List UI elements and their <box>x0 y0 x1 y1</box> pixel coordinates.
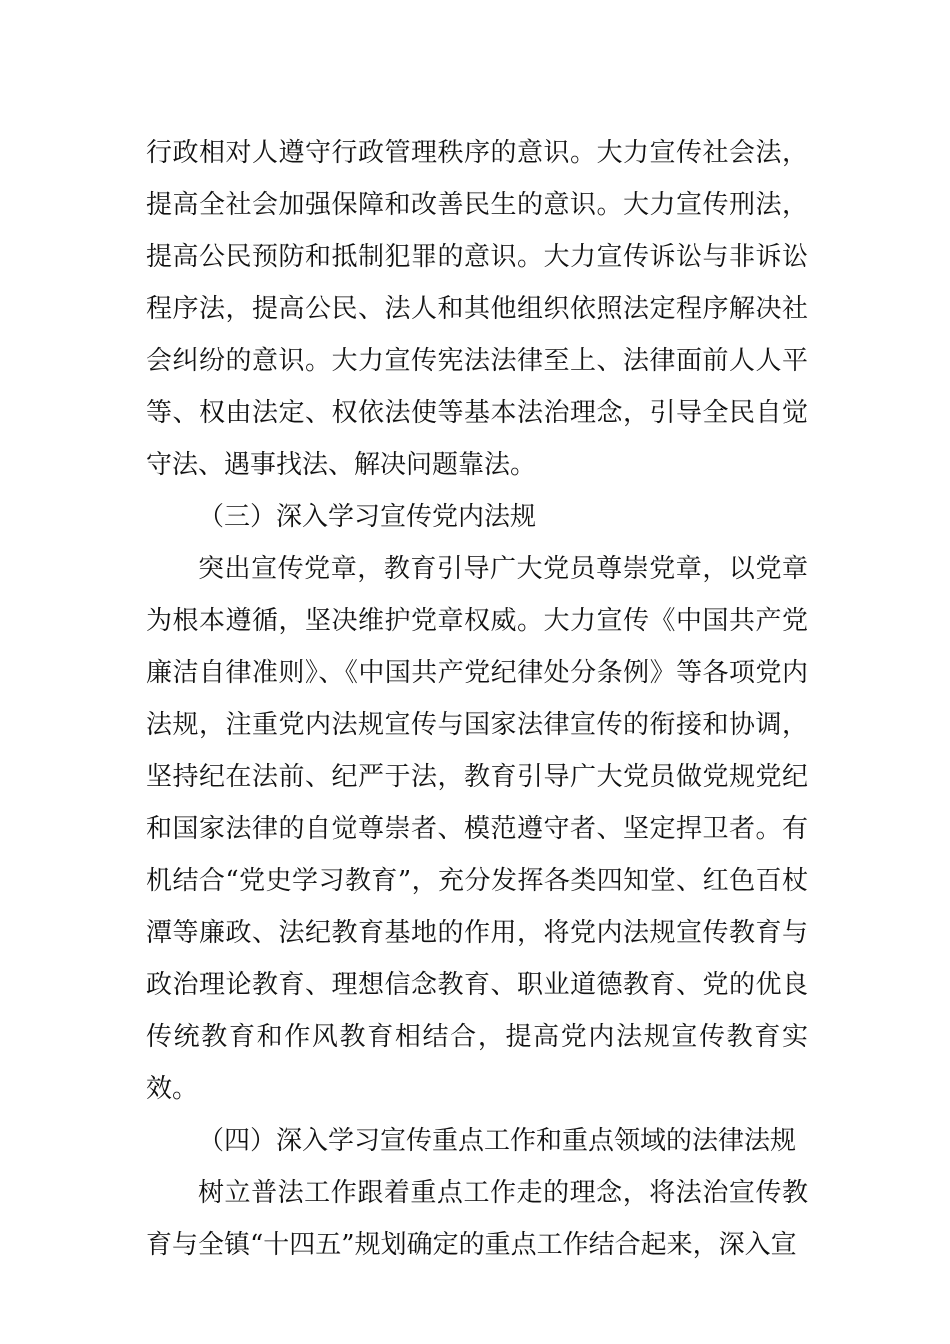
section-heading-3: （三）深入学习宣传党内法规 <box>198 502 537 532</box>
document-body <box>146 127 808 1271</box>
section-heading-4: （四）深入学习宣传重点工作和重点领域的法律法规 <box>198 1126 797 1156</box>
paragraph-continued: 行政相对人遵守行政管理秩序的意识。大力宣传社会法，提高全社会加强保障和改善民生的意识。大力宣传刑法，提高公民预防和抵制犯罪的意识。大力宣传诉讼与非诉讼程序法，提高公民、法人和其他组织依照法定程序解决社会纠纷的意识。大力宣传宪法法律至上、法律面前人人平等、权由法定、权依法使等基本法治理念，引导全民自觉守法、遇事找法、解决问题靠法。 <box>146 138 808 480</box>
paragraph-party-regulations: 突出宣传党章，教育引导广大党员尊崇党章，以党章为根本遵循，坚决维护党章权威。大力宣传《中国共产党廉洁自律准则》、《中国共产党纪律处分条例》等各项党内法规，注重党内法规宣传与国家法律宣传的衔接和协调，坚持纪在法前、纪严于法，教育引导广大党员做党规党纪和国家法律的自觉尊崇者、模范遵守者、坚定捍卫者。有机结合“党史学习教育”，充分发挥各类四知堂、红色百杖潭等廉政、法纪教育基地的作用，将党内法规宣传教育与政治理论教育、理想信念教育、职业道德教育、党的优良传统教育和作风教育相结合，提高党内法规宣传教育实效。 <box>146 554 808 1104</box>
paragraph-key-work: 树立普法工作跟着重点工作走的理念，将法治宣传教育与全镇“十四五”规划确定的重点工作结合起来，深入宣 <box>146 1178 808 1260</box>
